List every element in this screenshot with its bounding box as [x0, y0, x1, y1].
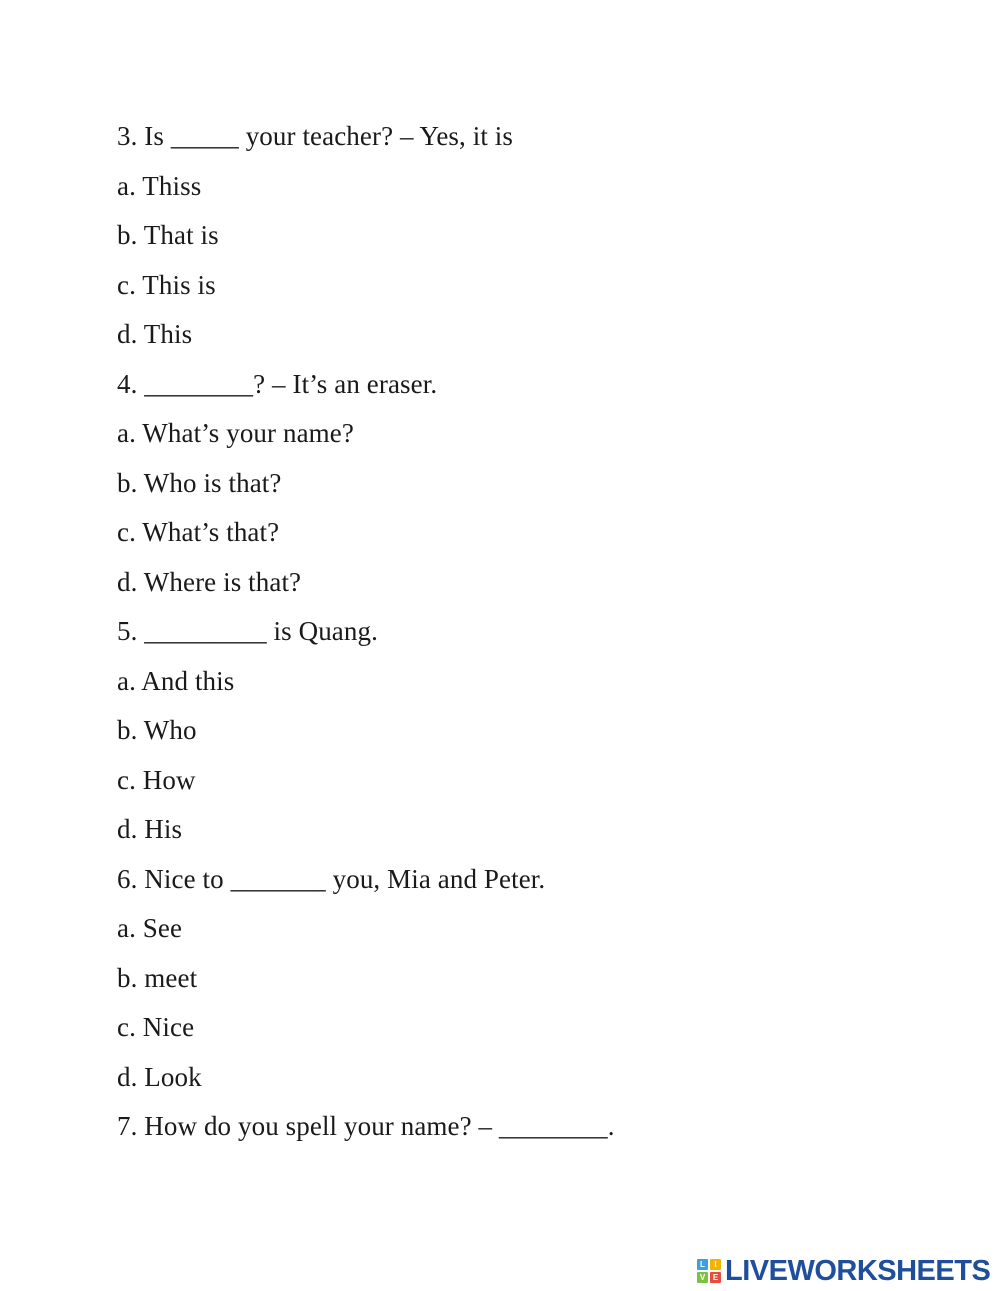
option-6c: c. Nice: [117, 1012, 195, 1042]
option-3b: b. That is: [117, 220, 219, 250]
question-5: 5. _________ is Quang.: [117, 616, 378, 646]
logo-mark-e: E: [710, 1272, 721, 1283]
option-5a: a. And this: [117, 665, 235, 696]
option-5d: d. His: [117, 814, 183, 844]
option-3d: d. This: [117, 319, 193, 349]
option-6a: a. See: [117, 913, 183, 943]
logo-text: LIVEWORKSHEETS: [725, 1254, 991, 1287]
option-5c: c. How: [117, 764, 196, 795]
logo-mark-i: I: [710, 1259, 721, 1270]
worksheet-content: [117, 112, 917, 1152]
option-6b: b. meet: [117, 962, 198, 993]
liveworksheets-logo: [697, 1254, 990, 1288]
question-7: 7. How do you spell your name? – ________.: [117, 1111, 615, 1141]
option-3a: a. Thiss: [117, 170, 202, 201]
logo-mark-icon: [697, 1259, 721, 1283]
logo-mark-l: L: [697, 1259, 708, 1270]
option-4a: a. What’s your name?: [117, 418, 354, 448]
option-5b: b. Who: [117, 715, 197, 745]
option-4c: c. What’s that?: [117, 517, 280, 547]
option-6d: d. Look: [117, 1061, 202, 1092]
question-4: 4. ________? – It’s an eraser.: [117, 368, 438, 399]
question-6: 6. Nice to _______ you, Mia and Peter.: [117, 863, 546, 894]
question-3: 3. Is _____ your teacher? – Yes, it is: [117, 121, 513, 151]
option-3c: c. This is: [117, 269, 216, 300]
option-4d: d. Where is that?: [117, 566, 302, 597]
logo-mark-v: V: [697, 1272, 708, 1283]
option-4b: b. Who is that?: [117, 467, 282, 498]
